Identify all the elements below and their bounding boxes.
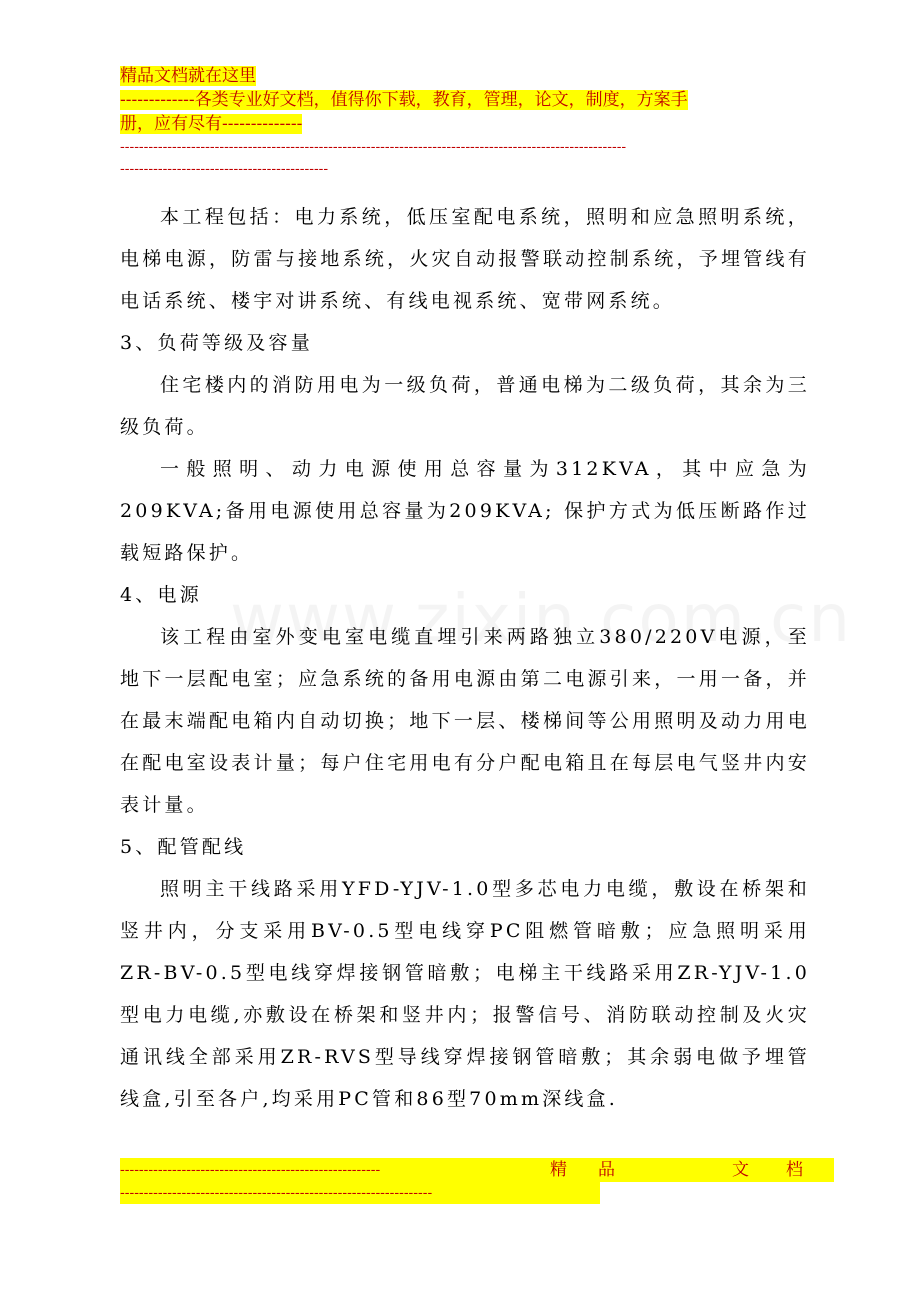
paragraph-wiring: 照明主干线路采用YFD-YJV-1.0型多芯电力电缆，敷设在桥架和竖井内，分支采用BV-0.5型电线穿PC阻燃管暗敷；应急照明采用ZR-BV-0.5型电线穿焊接钢管暗敷；电梯主干线路采用ZR-YJV-1.0型电力电缆,亦敷设在桥架和竖井内；报警信号、消防联动控制及火灾通讯线全部采用ZR-RVS型导线穿焊接钢管暗敷；其余弱电做予埋管线盒,引至各户,均采用PC管和86型70mm深线盒.: [120, 878, 810, 1110]
footer-word-4: 档: [786, 1160, 803, 1180]
paragraph-capacity: 一般照明、动力电源使用总容量为312KVA，其中应急为209KVA;备用电源使用总容量为209KVA; 保护方式为低压断路作过载短路保护。: [120, 458, 810, 564]
section-heading-5: 5、配管配线: [120, 836, 247, 858]
footer-word-2: 品: [598, 1160, 615, 1180]
header-dash-line-2: --------------------------------------------: [120, 161, 329, 177]
header-tagline-end: 册，应有尽有: [120, 114, 222, 134]
header-dash-line-1: -----------------------------------------------------------------------------------------------------------: [120, 139, 627, 155]
header-tagline: 各类专业好文档，值得你下载，教育，管理，论文，制度，方案手: [194, 90, 688, 110]
paragraph-power-source: 该工程由室外变电室电缆直埋引来两路独立380/220V电源，至地下一层配电室；应急系统的备用电源由第二电源引来，一用一备，并在最末端配电箱内自动切换；地下一层、楼梯间等公用照明及动力用电在配电室设表计量；每户住宅用电有分户配电箱且在每层电气竖井内安表计量。: [120, 626, 810, 816]
footer-row: [120, 1158, 834, 1182]
paragraph-load-class: 住宅楼内的消防用电为一级负荷，普通电梯为二级负荷，其余为三级负荷。: [120, 374, 810, 438]
footer-word-3: 文: [732, 1160, 749, 1180]
paragraph-scope: 本工程包括：电力系统，低压室配电系统，照明和应急照明系统，电梯电源，防雷与接地系统，火灾自动报警联动控制系统，予埋管线有电话系统、楼宇对讲系统、有线电视系统、宽带网系统。: [120, 206, 810, 312]
header-title: 精品文档就在这里: [120, 66, 256, 86]
header-dash-suffix: --------------: [222, 114, 303, 134]
footer-word-1: 精: [550, 1160, 567, 1180]
header-dash-prefix: -------------: [120, 90, 195, 110]
footer-banner: [120, 1158, 834, 1204]
section-heading-3: 3、负荷等级及容量: [120, 332, 313, 354]
document-body: [120, 196, 810, 1120]
header-banner: [120, 64, 810, 180]
section-heading-4: 4、电源: [120, 584, 202, 606]
footer-dash-line: ------------------------------------------------------------------: [120, 1182, 600, 1204]
footer-dash-left: -------------------------------------------------------: [120, 1162, 381, 1178]
